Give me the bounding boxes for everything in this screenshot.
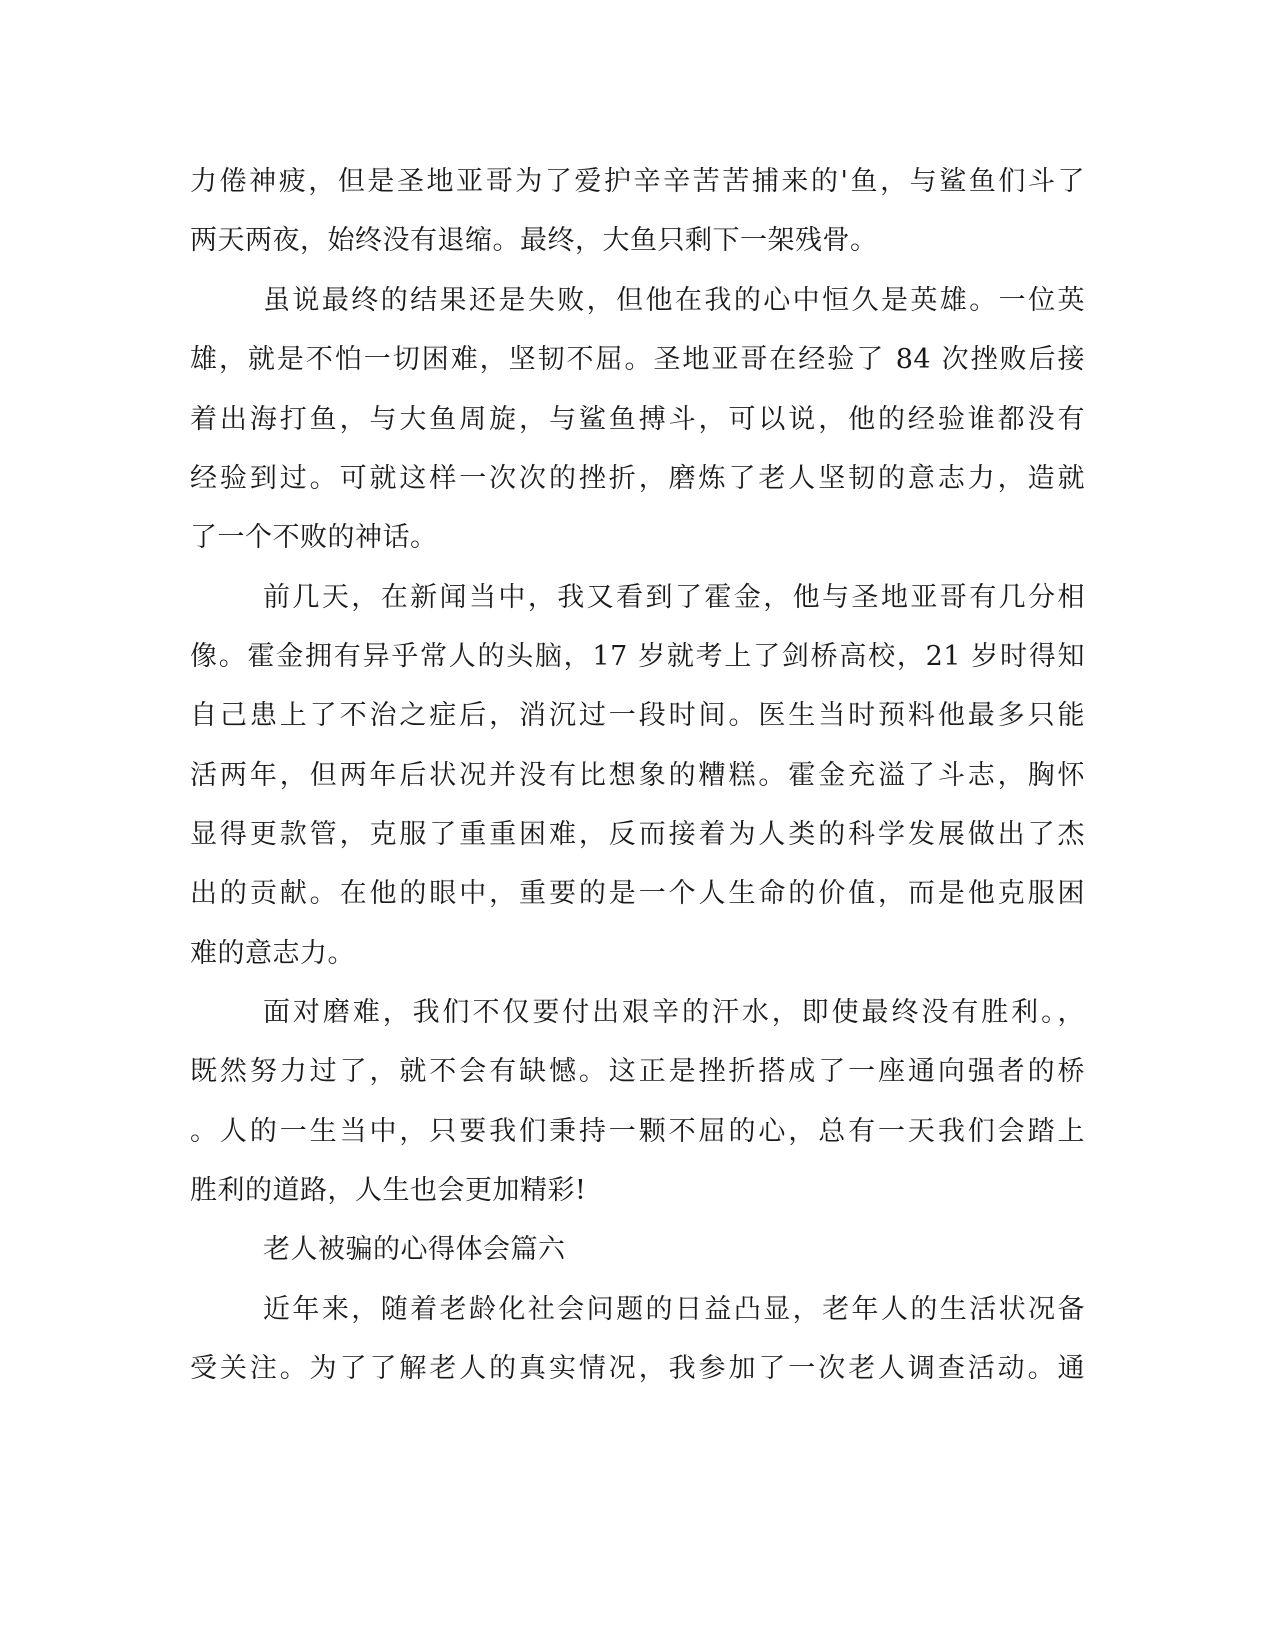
text-line: 。人的一生当中，只要我们秉持一颗不屈的心，总有一天我们会踏上 bbox=[190, 1116, 1085, 1147]
text-line: 了一个不败的神话。 bbox=[190, 522, 438, 553]
paragraph-first-line: 前几天，在新闻当中，我又看到了霍金，他与圣地亚哥有几分相 bbox=[263, 582, 1085, 613]
text-line: 力倦神疲，但是圣地亚哥为了爱护辛辛苦苦捕来的'鱼，与鲨鱼们斗了 bbox=[190, 166, 1085, 197]
section-heading: 老人被骗的心得体会篇六 bbox=[263, 1234, 566, 1265]
text-line: 自己患上了不治之症后，消沉过一段时间。医生当时预料他最多只能 bbox=[190, 700, 1085, 731]
text-line: 受关注。为了了解老人的真实情况，我参加了一次老人调查活动。通 bbox=[190, 1353, 1085, 1384]
text-line: 活两年，但两年后状况并没有比想象的糟糕。霍金充溢了斗志，胸怀 bbox=[190, 760, 1085, 791]
text-line: 雄，就是不怕一切困难，坚韧不屈。圣地亚哥在经验了 84 次挫败后接 bbox=[190, 344, 1085, 375]
paragraph-first-line: 近年来，随着老龄化社会问题的日益凸显，老年人的生活状况备 bbox=[263, 1294, 1085, 1325]
text-line: 两天两夜，始终没有退缩。最终，大鱼只剩下一架残骨。 bbox=[190, 225, 878, 256]
paragraph-first-line: 面对磨难，我们不仅要付出艰辛的汗水，即使最终没有胜利。， bbox=[263, 997, 1085, 1028]
text-line: 显得更款管，克服了重重困难，反而接着为人类的科学发展做出了杰 bbox=[190, 819, 1085, 850]
text-line: 着出海打鱼，与大鱼周旋，与鲨鱼搏斗，可以说，他的经验谁都没有 bbox=[190, 404, 1085, 435]
text-line: 出的贡献。在他的眼中，重要的是一个人生命的价值，而是他克服困 bbox=[190, 878, 1085, 909]
text-line: 难的意志力。 bbox=[190, 938, 355, 969]
text-line: 经验到过。可就这样一次次的挫折，磨炼了老人坚韧的意志力，造就 bbox=[190, 463, 1085, 494]
text-line: 胜利的道路，人生也会更加精彩! bbox=[190, 1175, 587, 1206]
text-line: 既然努力过了，就不会有缺憾。这正是挫折搭成了一座通向强者的桥 bbox=[190, 1056, 1085, 1087]
paragraph-first-line: 虽说最终的结果还是失败，但他在我的心中恒久是英雄。一位英 bbox=[263, 285, 1085, 316]
text-line: 像。霍金拥有异乎常人的头脑，17 岁就考上了剑桥高校，21 岁时得知 bbox=[190, 641, 1085, 672]
